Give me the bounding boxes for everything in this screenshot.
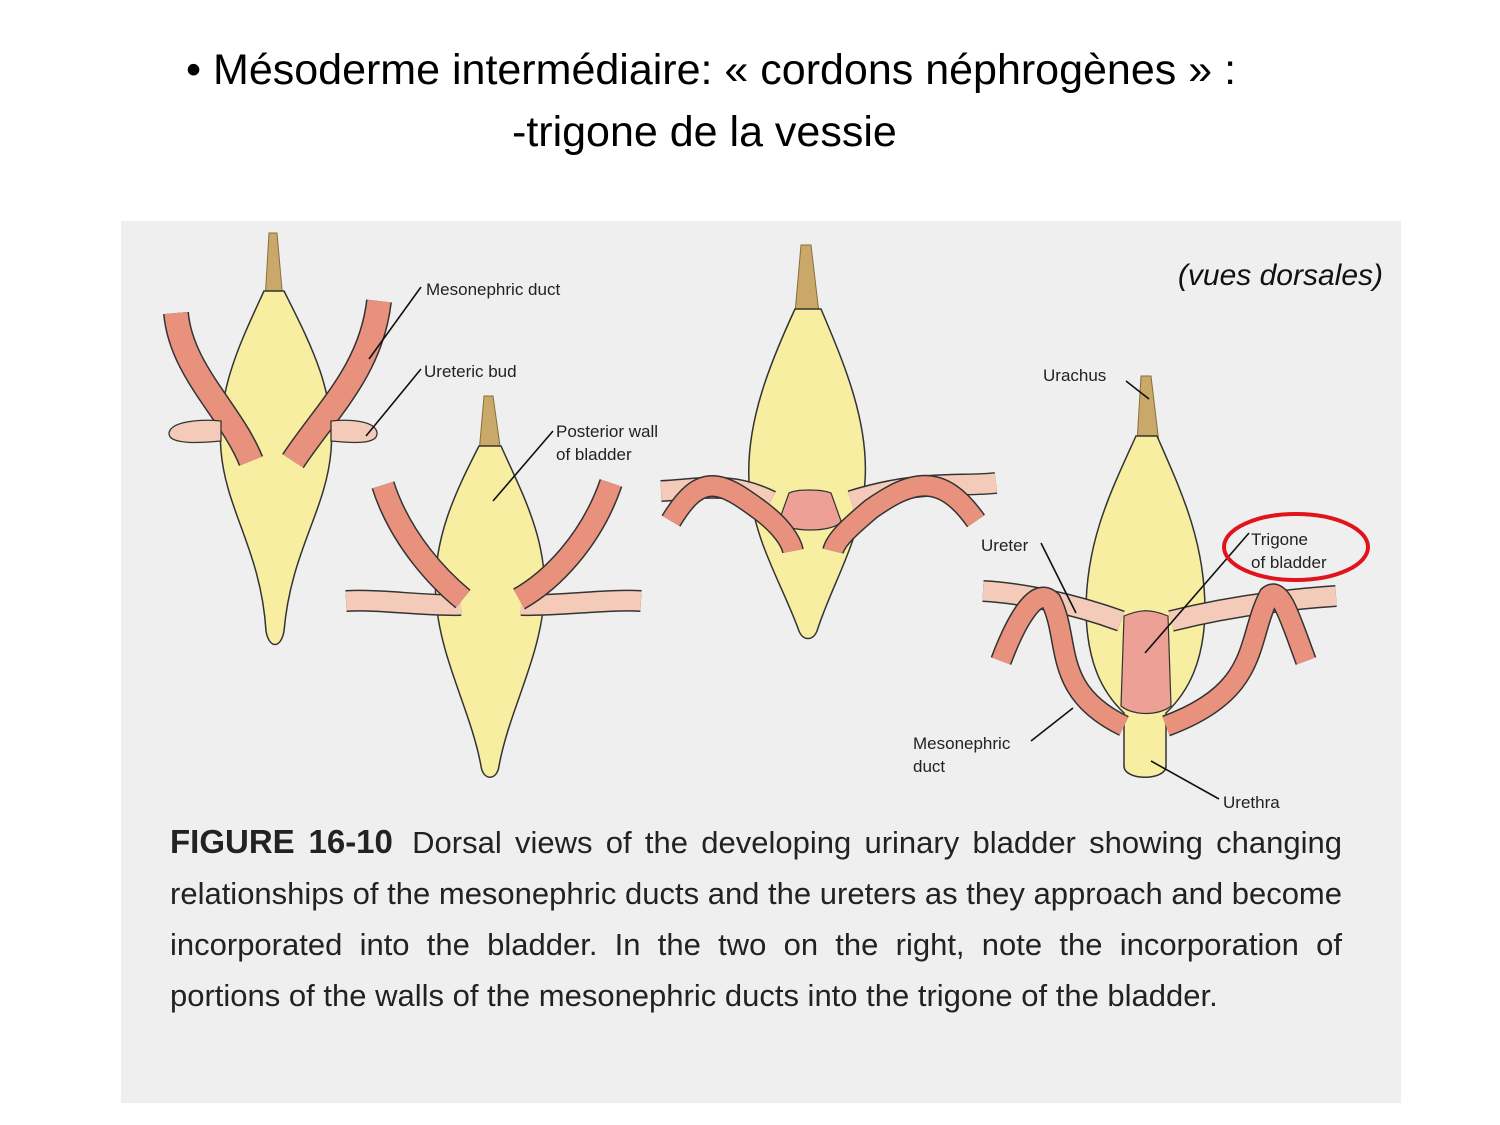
label-posterior-wall-1: Posterior wall [556,422,659,441]
figure-caption [170,816,1342,1021]
label-mesonephric-duct-2a: Mesonephric [913,734,1011,753]
label-ureter: Ureter [981,536,1029,555]
label-trigone-2: of bladder [1251,553,1327,572]
label-mesonephric-duct-1: Mesonephric duct [426,280,561,299]
stage3-urachus [795,245,819,313]
bladder-diagram [121,221,1401,821]
label-posterior-wall-2: of bladder [556,445,632,464]
stage1-bladder [220,291,331,645]
stage-1 [169,233,379,645]
figure-panel [121,221,1401,1103]
caption-text: Dorsal views of the developing urinary bladder showing changing relationships of the mesonephric ducts and the ureters as they approach and become incorporated into the bladder. In the two on the right, note the incorporation of portions of the walls of the mesonephric ducts into the trigone of the bladder. [170,825,1342,1013]
stage4-trigone [1121,611,1171,714]
label-mesonephric-duct-2b: duct [913,757,946,776]
caption-label: FIGURE 16-10 [170,823,393,860]
stage-4 [983,376,1336,777]
stage-3 [661,245,996,639]
stage4-urachus [1137,376,1159,443]
label-urethra: Urethra [1223,793,1280,812]
stage2-urachus [479,396,501,453]
stage1-left-bud [169,420,221,442]
title-line-2: -trigone de la vessie [512,108,897,156]
view-note: (vues dorsales) [1177,259,1383,292]
label-urachus: Urachus [1043,366,1107,385]
stage3-bladder [749,309,866,639]
label-trigone-1: Trigone [1251,530,1309,549]
label-ureteric-bud: Ureteric bud [424,362,517,381]
title-line-1: • Mésoderme intermédiaire: « cordons néphrogènes » : [186,46,1237,94]
